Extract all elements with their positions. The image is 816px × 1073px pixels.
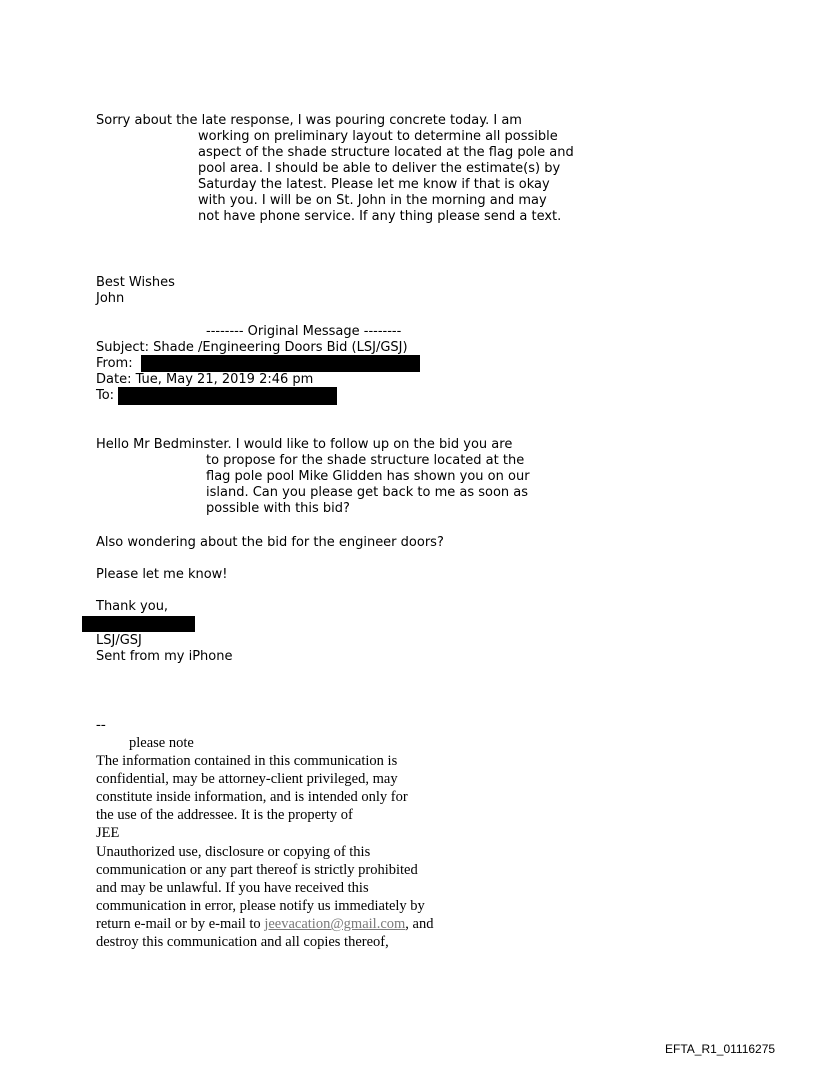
date-line: Date: Tue, May 21, 2019 2:46 pm [96, 372, 314, 387]
to-label: To: [96, 388, 115, 403]
thanks-line: Thank you, [96, 599, 169, 614]
disclaimer-line: communication or any part thereof is strictly prohibited [96, 862, 418, 878]
reply-first-line: Sorry about the late response, I was pouring concrete today. I am [96, 113, 522, 128]
original-line: to propose for the shade structure located at the [206, 453, 525, 468]
disclaimer-line: the use of the addressee. It is the property of [96, 807, 353, 823]
org-line: LSJ/GSJ [96, 633, 142, 648]
disclaimer-line: JEE [96, 825, 120, 841]
redaction-sender-name [82, 616, 195, 632]
reply-line: with you. I will be on St. John in the morning and may [198, 193, 547, 208]
redaction-from [141, 355, 420, 372]
disclaimer-return-line [96, 915, 433, 933]
disclaimer-line: Unauthorized use, disclosure or copying of this [96, 844, 371, 860]
disclaimer-line: communication in error, please notify us immediately by [96, 898, 425, 914]
subject-line: Subject: Shade /Engineering Doors Bid (LSJ/GSJ) [96, 340, 408, 355]
email-link[interactable]: jeevacation@gmail.com [264, 916, 406, 932]
sent-from-line: Sent from my iPhone [96, 649, 233, 664]
original-para-3: Please let me know! [96, 567, 228, 582]
disclaimer-line: constitute inside information, and is intended only for [96, 789, 408, 805]
original-message-separator: -------- Original Message -------- [206, 324, 402, 339]
reply-line: working on preliminary layout to determine all possible [198, 129, 558, 144]
disclaimer-line: and may be unlawful. If you have received this [96, 880, 369, 896]
signature: John [96, 291, 125, 306]
return-prefix: return e-mail or by e-mail to [96, 916, 265, 932]
original-line: possible with this bid? [206, 501, 350, 516]
original-line: flag pole pool Mike Glidden has shown you on our [206, 469, 530, 484]
signature-dashes: -- [96, 717, 106, 733]
please-note: please note [129, 735, 194, 751]
original-para-2: Also wondering about the bid for the engineer doors? [96, 535, 444, 550]
reply-line: Saturday the latest. Please let me know if that is okay [198, 177, 550, 192]
reply-line: pool area. I should be able to deliver the estimate(s) by [198, 161, 561, 176]
redaction-to [118, 387, 337, 405]
from-label: From: [96, 356, 133, 371]
document-id: EFTA_R1_01116275 [665, 1042, 776, 1056]
disclaimer-line: confidential, may be attorney-client privileged, may [96, 771, 398, 787]
disclaimer-line: The information contained in this communication is [96, 753, 398, 769]
reply-line: aspect of the shade structure located at the flag pole and [198, 145, 574, 160]
disclaimer-last-line: destroy this communication and all copies thereof, [96, 934, 389, 950]
return-suffix: , and [405, 916, 434, 932]
closing: Best Wishes [96, 275, 175, 290]
original-first-line: Hello Mr Bedminster. I would like to follow up on the bid you are [96, 437, 513, 452]
original-line: island. Can you please get back to me as soon as [206, 485, 529, 500]
reply-line: not have phone service. If any thing please send a text. [198, 209, 562, 224]
